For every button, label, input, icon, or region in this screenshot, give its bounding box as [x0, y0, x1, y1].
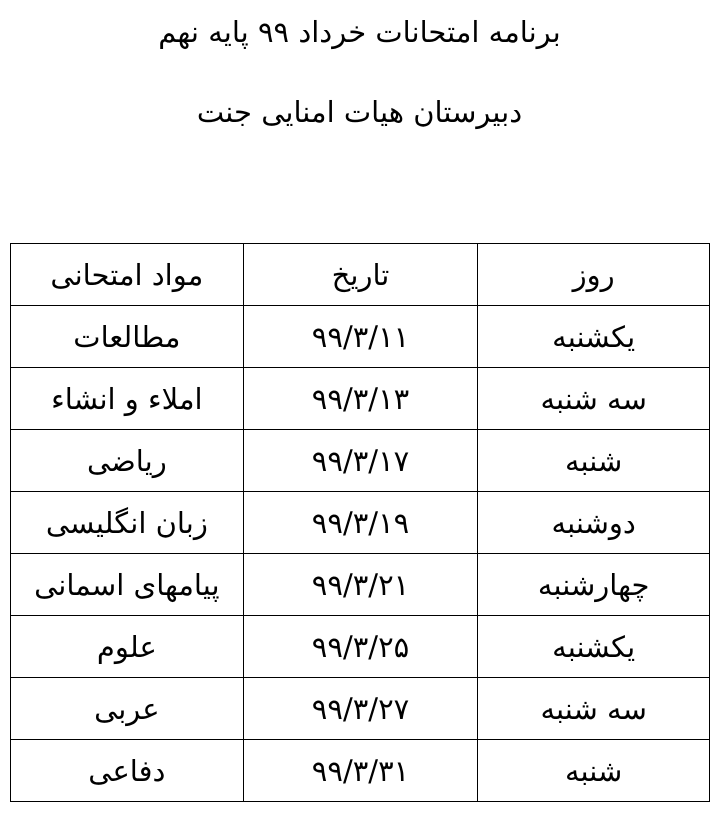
school-name: دبیرستان هیات امنایی جنت	[196, 95, 523, 129]
day-cell: دوشنبه	[478, 492, 710, 554]
subject-cell: علوم	[11, 616, 244, 678]
table-row	[11, 430, 710, 492]
exam-schedule-table	[10, 243, 710, 802]
table-row	[11, 616, 710, 678]
subject-cell: ریاضی	[11, 430, 244, 492]
table-row	[11, 678, 710, 740]
table-row	[11, 368, 710, 430]
subject-cell: مطالعات	[11, 306, 244, 368]
day-cell: سه شنبه	[478, 678, 710, 740]
subject-cell: املاء و انشاء	[11, 368, 244, 430]
date-cell: ۹۹/۳/۳۱	[243, 740, 478, 802]
date-cell: ۹۹/۳/۱۱	[243, 306, 478, 368]
header-subject: مواد امتحانی	[11, 244, 244, 306]
date-cell: ۹۹/۳/۲۷	[243, 678, 478, 740]
day-cell: سه شنبه	[478, 368, 710, 430]
table-row	[11, 492, 710, 554]
table-row	[11, 554, 710, 616]
table-row	[11, 306, 710, 368]
date-cell: ۹۹/۳/۱۹	[243, 492, 478, 554]
date-cell: ۹۹/۳/۲۱	[243, 554, 478, 616]
subject-cell: عربی	[11, 678, 244, 740]
date-cell: ۹۹/۳/۱۷	[243, 430, 478, 492]
subject-cell: زبان انگلیسی	[11, 492, 244, 554]
day-cell: یکشنبه	[478, 616, 710, 678]
header-date: تاریخ	[243, 244, 478, 306]
day-cell: شنبه	[478, 740, 710, 802]
table-header-row	[11, 244, 710, 306]
day-cell: شنبه	[478, 430, 710, 492]
date-cell: ۹۹/۳/۱۳	[243, 368, 478, 430]
document-title: برنامه امتحانات خرداد ۹۹ پایه نهم	[158, 15, 561, 49]
subject-cell: دفاعی	[11, 740, 244, 802]
day-cell: چهارشنبه	[478, 554, 710, 616]
day-cell: یکشنبه	[478, 306, 710, 368]
date-cell: ۹۹/۳/۲۵	[243, 616, 478, 678]
table-row	[11, 740, 710, 802]
subject-cell: پیامهای اسمانی	[11, 554, 244, 616]
header-day: روز	[478, 244, 710, 306]
